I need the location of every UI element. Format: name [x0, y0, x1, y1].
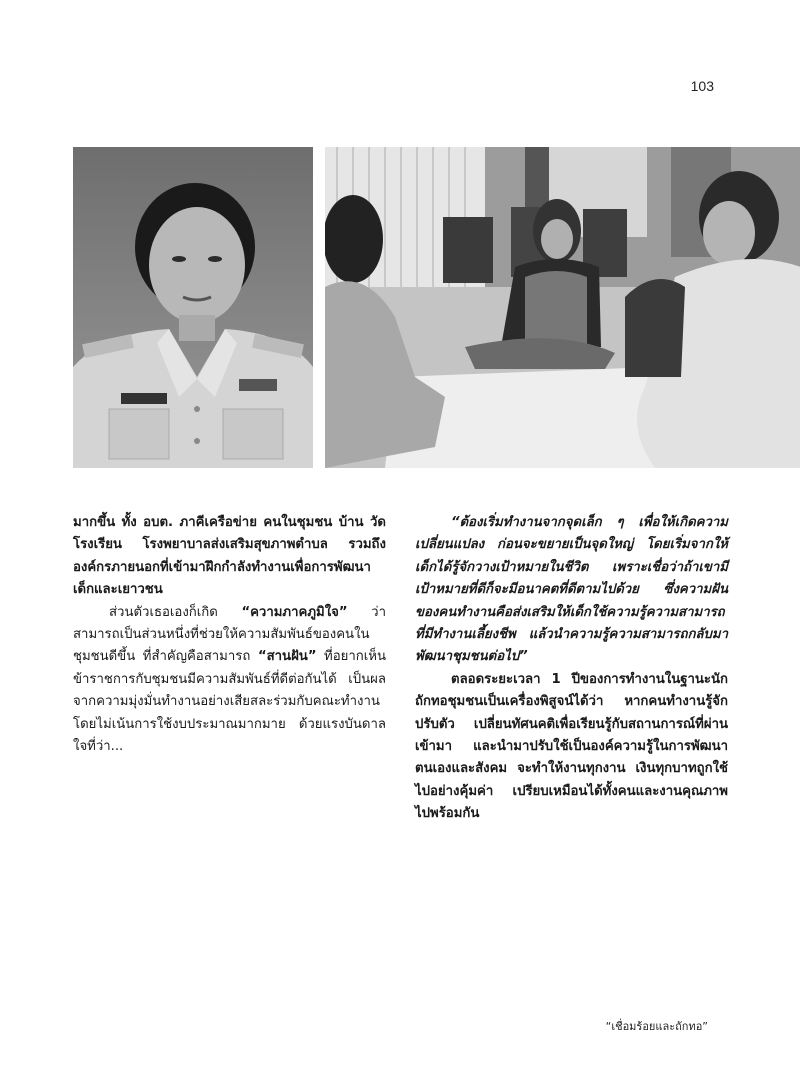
footer-title: “เชื่อมร้อยและถักทอ”	[605, 1020, 708, 1033]
right-para: ตลอดระยะเวลา 1 ปีของการทำงานในฐานะนักถักทอชุมชนเป็นเครื่องพิสูจน์ได้ว่า หากคนทำงานรู้จักปรับตัว เปลี่ยนทัศนคติเพื่อเรียนรู้กับสถานการณ์ที่ผ่านเข้ามา และนำมาปรับใช้เป็นองค์ความรู้ในการพัฒนาตนเองและสังคม จะทำให้งานทุกงาน เงินทุกบาทถูกใช้ไปอย่างคุ้มค่า เปรียบเหมือนได้ทั้งคนและงานคุณภาพไปพร้อมกัน	[415, 671, 728, 822]
meeting-photo	[325, 147, 800, 468]
portrait-photo	[73, 147, 313, 468]
dream-term: “สานฝัน”	[257, 649, 317, 665]
page-number: 103	[690, 78, 714, 94]
left-para-1: มากขึ้น ทั้ง อบต. ภาคีเครือข่าย คนในชุมชน บ้าน วัด โรงเรียน โรงพยาบาลส่งเสริมสุขภาพตำบล รวมถึงองค์กรภายนอกที่เข้ามาฝึกกำลังทำงานเพื่อการพัฒนาเด็กและเยาวชน	[73, 515, 386, 598]
left-text-column	[73, 512, 386, 758]
pride-term: “ความภาคภูมิใจ”	[241, 604, 348, 620]
left-para-2-e: ที่อยากเห็นข้าราชการกับชุมชนมีความสัมพันธ์ที่ดีต่อกันได้ เป็นผลจากความมุ่งมั่นทำงานอย่างเสียสละร่วมกับคณะทำงานโดยไม่เน้นการใช้งบประมาณมากมาย ด้วยแรงบันดาลใจที่ว่า...	[73, 649, 387, 755]
right-text-column	[415, 512, 728, 826]
left-para-2	[73, 602, 386, 759]
quote-paragraph: “ต้องเริ่มทำงานจากจุดเล็ก ๆ เพื่อให้เกิดความเปลี่ยนแปลง ก่อนจะขยายเป็นจุดใหญ่ โดยเริ่มจากให้เด็กได้รู้จักวางเป้าหมายในชีวิต เพราะเชื่อว่าถ้าเขามีเป้าหมายที่ดีก็จะมีอนาคตที่ดีตามไปด้วย ซึ่งความฝันของคนทำงานคือส่งเสริมให้เด็กใช้ความรู้ความสามารถที่มีทำงานเลี้ยงชีพ แล้วนำความรู้ความสามารถกลับมาพัฒนาชุมชนต่อไป”	[415, 515, 728, 665]
left-para-2-c: ว่าสามารถเป็นส่วนหนึ่งที่ช่วยให้ความสัมพันธ์ของคนในชุมชนดีขึ้น ที่สำคัญคือสามารถ	[73, 604, 386, 665]
left-para-2-a: ส่วนตัวเธอเองก็เกิด	[109, 604, 242, 620]
